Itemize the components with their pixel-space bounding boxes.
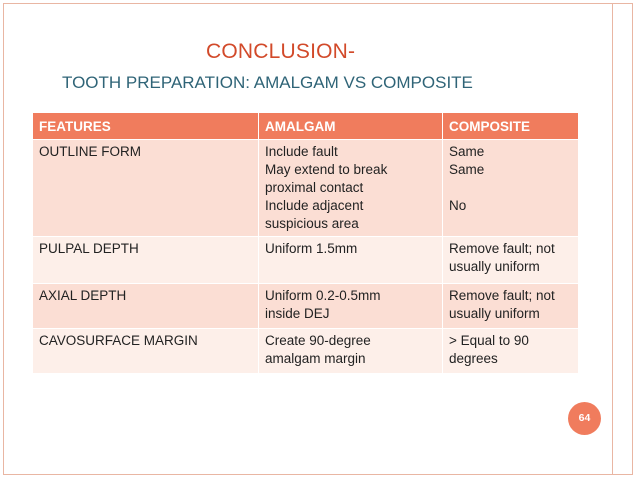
composite-line: usually uniform xyxy=(449,259,540,274)
amalgam-cell xyxy=(259,284,443,328)
table-row xyxy=(33,140,578,236)
amalgam-line: amalgam margin xyxy=(265,351,366,366)
page-number-badge: 64 xyxy=(568,402,601,435)
amalgam-cell xyxy=(259,237,443,283)
feature-cell: CAVOSURFACE MARGIN xyxy=(33,329,259,373)
amalgam-cell xyxy=(259,140,443,236)
composite-line: No xyxy=(449,198,467,213)
composite-line: > Equal to 90 xyxy=(449,333,529,348)
feature-cell: AXIAL DEPTH xyxy=(33,284,259,328)
comparison-table xyxy=(33,112,578,374)
amalgam-line: proximal contact xyxy=(265,180,364,195)
header-composite: COMPOSITE xyxy=(443,113,578,139)
table-row xyxy=(33,237,578,283)
amalgam-line: May extend to break xyxy=(265,162,388,177)
composite-line: Same xyxy=(449,144,485,159)
feature-cell: OUTLINE FORM xyxy=(33,140,259,236)
amalgam-line: Uniform 0.2-0.5mm xyxy=(265,288,381,303)
slide-subtitle: TOOTH PREPARATION: AMALGAM VS COMPOSITE xyxy=(62,73,473,92)
amalgam-line: Include fault xyxy=(265,144,338,159)
composite-cell xyxy=(443,284,578,328)
amalgam-line: Uniform 1.5mm xyxy=(265,241,358,256)
amalgam-line: inside DEJ xyxy=(265,306,330,321)
composite-line: Same xyxy=(449,162,485,177)
composite-cell xyxy=(443,329,578,373)
amalgam-line: suspicious area xyxy=(265,216,359,231)
amalgam-line: Create 90-degree xyxy=(265,333,371,348)
amalgam-line: Include adjacent xyxy=(265,198,364,213)
composite-cell xyxy=(443,140,578,236)
composite-line xyxy=(449,179,572,197)
header-features: FEATURES xyxy=(33,113,259,139)
table-header-row xyxy=(33,113,578,139)
composite-line: Remove fault; not xyxy=(449,241,555,256)
composite-cell xyxy=(443,237,578,283)
table-row xyxy=(33,329,578,373)
composite-line: usually uniform xyxy=(449,306,540,321)
header-amalgam: AMALGAM xyxy=(259,113,443,139)
slide-title: CONCLUSION- xyxy=(206,40,356,63)
feature-cell: PULPAL DEPTH xyxy=(33,237,259,283)
composite-line: degrees xyxy=(449,351,498,366)
amalgam-cell xyxy=(259,329,443,373)
table-row xyxy=(33,284,578,328)
composite-line: Remove fault; not xyxy=(449,288,555,303)
slide-right-rule xyxy=(612,3,613,475)
